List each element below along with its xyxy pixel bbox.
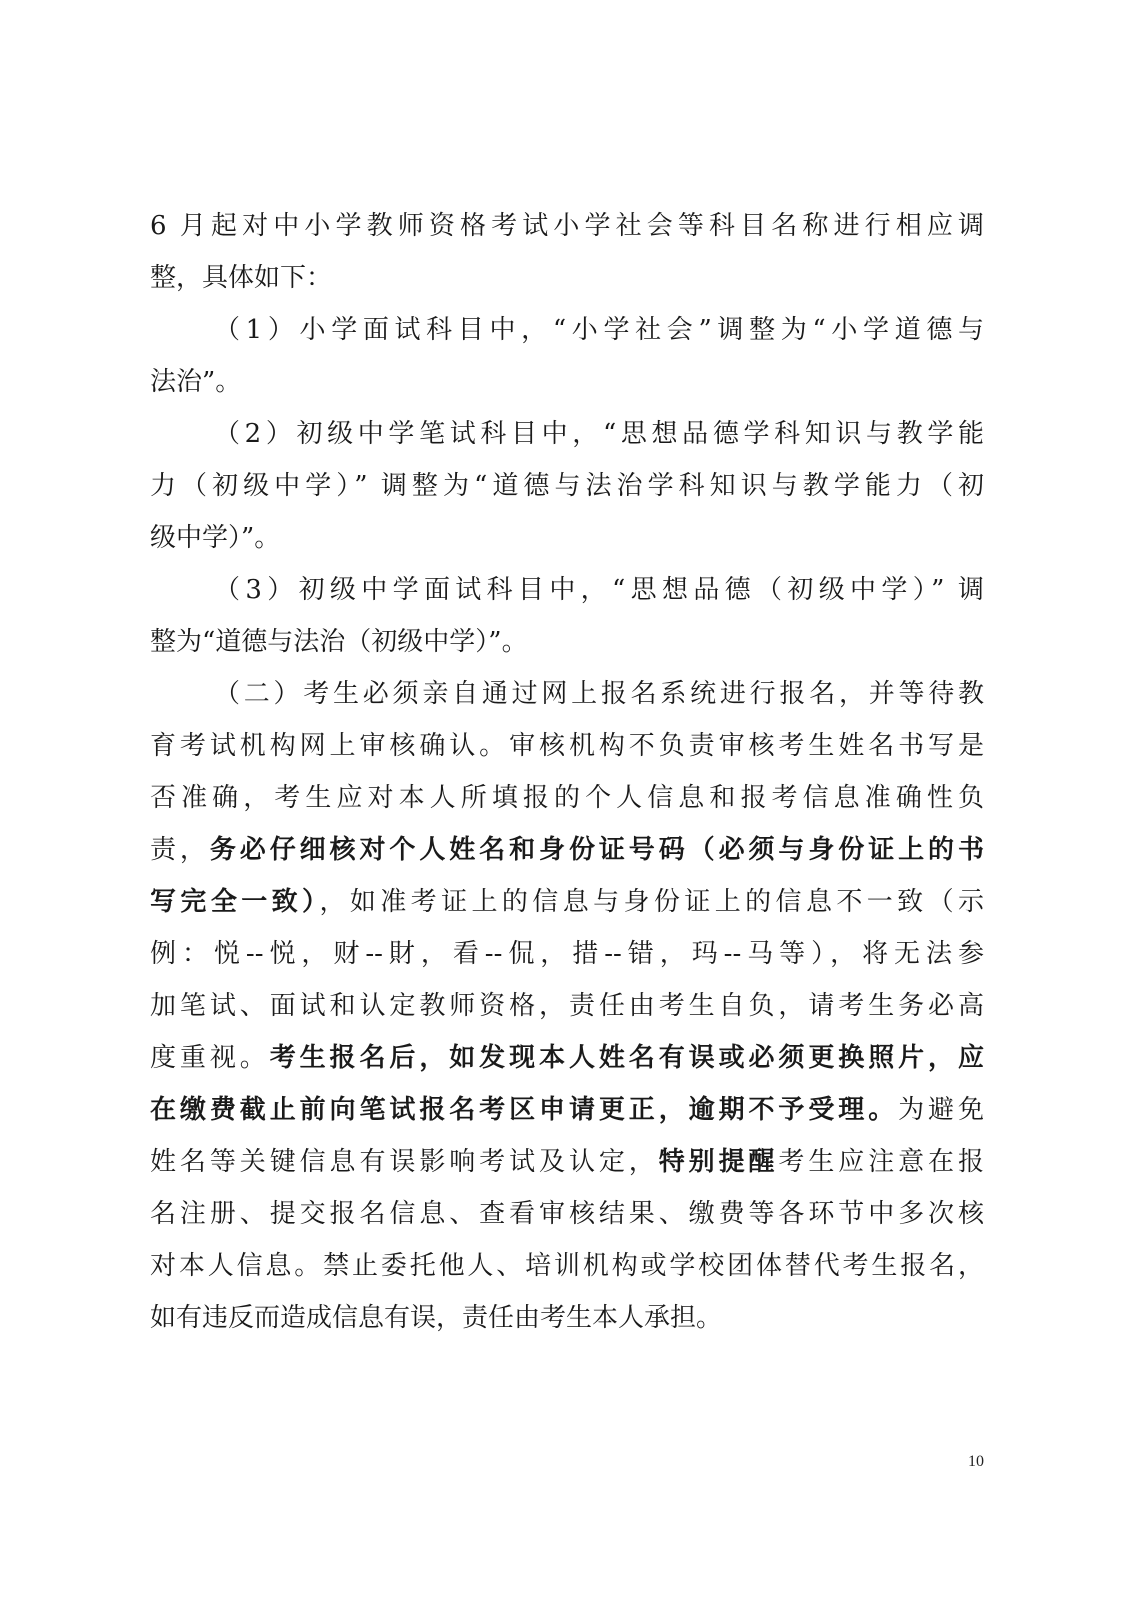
bold-text-run: 考生报名后，如发现本人姓名有误或必须更换照片，应 — [269, 1043, 984, 1073]
text-run: 例：悦--悦，财--財，看--侃，措--错，玛--马等），将无法参 — [150, 939, 984, 969]
bold-text-run: 在缴费截止前向笔试报名考区申请更正，逾期不予受理。 — [150, 1095, 899, 1125]
paragraph-line — [150, 828, 984, 872]
text-run: （2）初级中学笔试科目中，“思想品德学科知识与教学能 — [214, 419, 984, 449]
bold-text-run: 写完全一致） — [150, 887, 320, 917]
paragraph-line — [150, 776, 984, 820]
text-run: 考生应注意在报 — [778, 1147, 984, 1177]
paragraph-line — [150, 880, 984, 924]
paragraph-line — [150, 620, 984, 664]
paragraph-line — [214, 568, 984, 612]
paragraph-line — [150, 1088, 984, 1132]
paragraph-line — [214, 308, 984, 352]
text-run: 6 月起对中小学教师资格考试小学社会等科目名称进行相应调 — [150, 211, 984, 241]
text-run: 育考试机构网上审核确认。审核机构不负责审核考生姓名书写是 — [150, 731, 984, 761]
paragraph-line — [150, 724, 984, 768]
paragraph-line — [150, 256, 984, 300]
text-run: （1）小学面试科目中，“小学社会”调整为“小学道德与 — [214, 315, 984, 345]
text-run: 力（初级中学）” 调整为“道德与法治学科知识与教学能力（初 — [150, 471, 984, 501]
paragraph-line — [150, 932, 984, 976]
paragraph-line — [150, 1036, 984, 1080]
page-number: 10 — [968, 1453, 984, 1470]
paragraph-line — [150, 360, 984, 404]
text-run: 整为“道德与法治（初级中学）”。 — [150, 627, 528, 657]
text-run: 整，具体如下： — [150, 263, 333, 293]
bold-text-run: 特别提醒 — [658, 1147, 779, 1177]
paragraph-line — [150, 1192, 984, 1236]
text-run: 责， — [150, 835, 210, 865]
paragraph-line — [150, 204, 984, 248]
bold-text-run: 务必仔细核对个人姓名和身份证号码（必须与身份证上的书 — [209, 835, 984, 865]
paragraph-line — [150, 516, 984, 560]
paragraph-line — [150, 1296, 984, 1340]
text-run: 否准确，考生应对本人所填报的个人信息和报考信息准确性负 — [150, 783, 984, 813]
text-run: （3）初级中学面试科目中，“思想品德（初级中学）” 调 — [214, 575, 984, 605]
text-run: 法治”。 — [150, 367, 242, 397]
text-run: 对本人信息。禁止委托他人、培训机构或学校团体替代考生报名， — [150, 1251, 984, 1281]
paragraph-line — [150, 464, 984, 508]
text-run: 名注册、提交报名信息、查看审核结果、缴费等各环节中多次核 — [150, 1199, 984, 1229]
text-run: ，如准考证上的信息与身份证上的信息不一致（示 — [319, 887, 984, 917]
text-run: 如有违反而造成信息有误，责任由考生本人承担。 — [150, 1303, 723, 1333]
text-run: 度重视。 — [150, 1043, 270, 1073]
paragraph-line — [150, 1244, 984, 1288]
text-run: （二）考生必须亲自通过网上报名系统进行报名，并等待教 — [214, 679, 984, 709]
paragraph-line — [150, 1140, 984, 1184]
paragraph-line — [214, 672, 984, 716]
text-run: 级中学）”。 — [150, 523, 281, 553]
text-run: 加笔试、面试和认定教师资格，责任由考生自负，请考生务必高 — [150, 991, 984, 1021]
text-run: 为避免 — [898, 1095, 984, 1125]
paragraph-line — [214, 412, 984, 456]
text-run: 姓名等关键信息有误影响考试及认定， — [150, 1147, 659, 1177]
paragraph-line — [150, 984, 984, 1028]
